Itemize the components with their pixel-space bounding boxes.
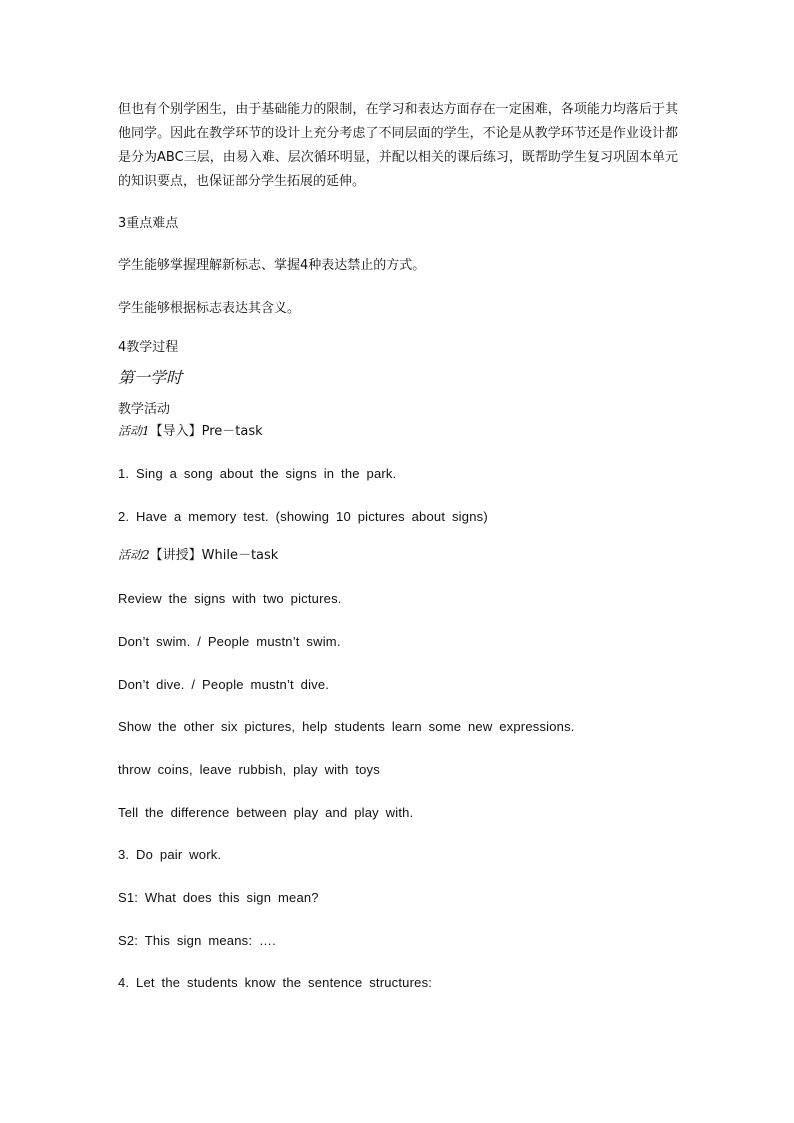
activity-2-heading bbox=[118, 547, 278, 564]
activity-2-line: 3. Do pair work. bbox=[118, 847, 222, 862]
key-point-1: 学生能够掌握理解新标志、掌握4种表达禁止的方式。 bbox=[118, 258, 426, 273]
activity-2-line: Review the signs with two pictures. bbox=[118, 591, 342, 606]
section-4-heading: 4教学过程 bbox=[118, 340, 179, 355]
intro-paragraph: 但也有个别学困生，由于基础能力的限制，在学习和表达方面存在一定困难，各项能力均落后于其他同学。因此在教学环节的设计上充分考虑了不同层面的学生，不论是从教学环节还是作业设计都是分为ABC三层，由易入难、层次循环明显，并配以相关的课后练习，既帮助学生复习巩固本单元的知识要点，也保证部分学生拓展的延伸。 bbox=[118, 102, 678, 189]
activity-2-line: Tell the difference between play and play with. bbox=[118, 805, 414, 820]
activities-label: 教学活动 bbox=[118, 402, 171, 417]
activity-2-line: Don’t dive. / People mustn’t dive. bbox=[118, 677, 330, 692]
activity-1-item: 2. Have a memory test. (showing 10 pictures about signs) bbox=[118, 509, 488, 524]
activity-2-line: throw coins, leave rubbish, play with toys bbox=[118, 762, 380, 777]
activity-1-label: 【导入】Pre－task bbox=[149, 424, 263, 439]
activity-2-line: S1: What does this sign mean? bbox=[118, 890, 319, 905]
activity-2-prefix: 活动2 bbox=[118, 548, 150, 562]
activity-2-line: 4. Let the students know the sentence structures: bbox=[118, 975, 433, 990]
key-point-2: 学生能够根据标志表达其含义。 bbox=[118, 301, 301, 316]
section-3-heading: 3重点难点 bbox=[118, 216, 179, 231]
activity-2-line: S2: This sign means: …. bbox=[118, 933, 276, 948]
activity-2-line: Show the other six pictures, help students learn some new expressions. bbox=[118, 719, 575, 734]
activity-1-prefix: 活动1 bbox=[118, 424, 150, 438]
activity-1-item: 1. Sing a song about the signs in the park. bbox=[118, 466, 397, 481]
activity-2-line: Don’t swim. / People mustn’t swim. bbox=[118, 634, 341, 649]
activity-2-label: 【讲授】While－task bbox=[149, 548, 279, 563]
lesson-title: 第一学时 bbox=[118, 368, 183, 387]
activity-1-heading bbox=[118, 423, 263, 440]
